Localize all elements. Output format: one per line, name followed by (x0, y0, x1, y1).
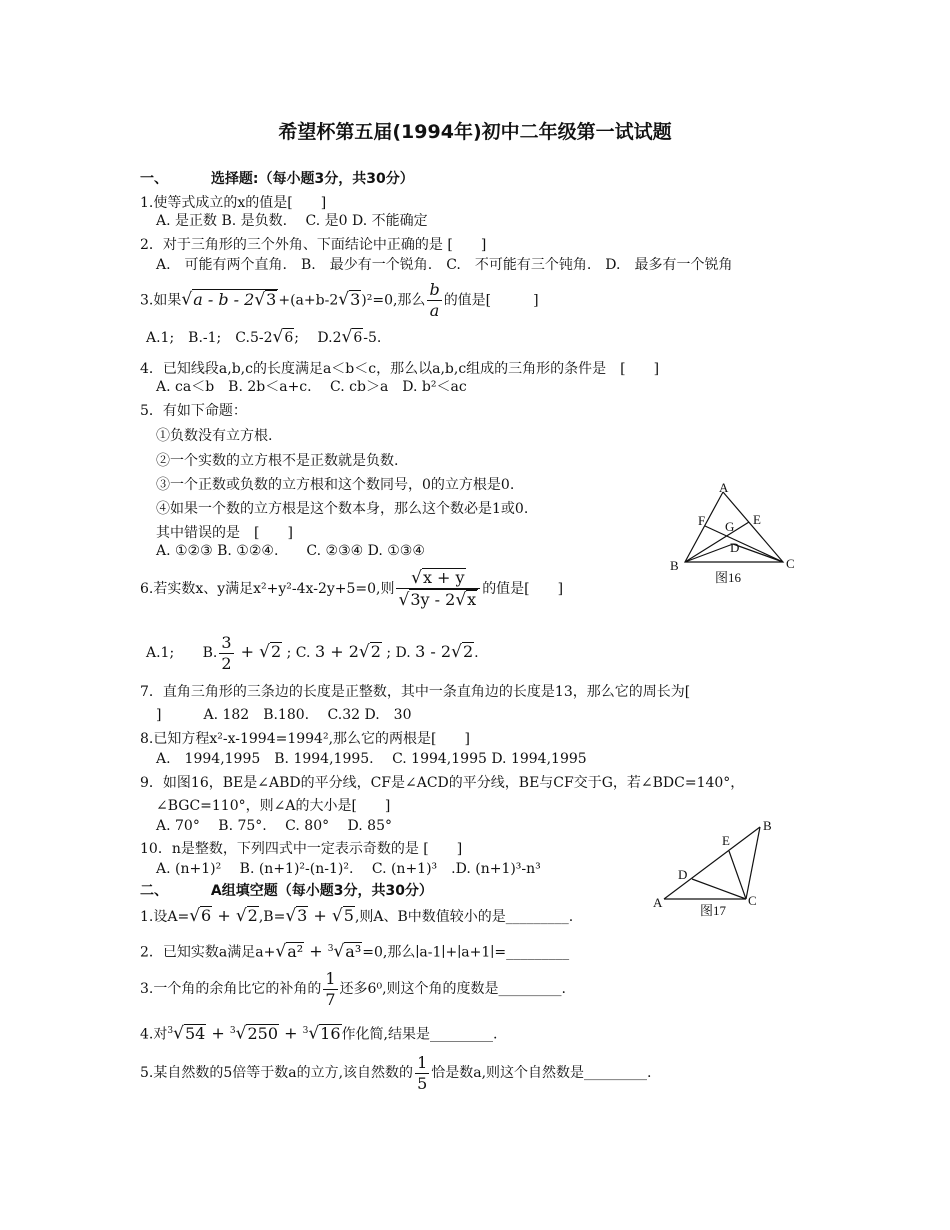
q6-fraction (396, 568, 480, 610)
f4-r2: 250 (247, 1023, 278, 1043)
f2-stem (140, 938, 569, 964)
sqrt-sign: √ (341, 327, 353, 347)
q7-options: ] A. 182 B.180. C.32 D. 30 (156, 707, 412, 723)
q3-end: 的值是[ ] (443, 292, 539, 309)
fig17-label-d: D (678, 867, 688, 882)
sqrt-sign: √ (259, 642, 270, 662)
f3-end: 还多6⁰,则这个角的度数是_________. (339, 981, 566, 997)
q6-stem (140, 566, 563, 612)
q6-num-radicand: x + y (422, 568, 465, 587)
f2-r2: a³ (345, 941, 362, 961)
q6-options: A.1; B. $\frac{3}{2}$ + √2 ; C. 3 + 2√2 ; D. 3 - 2√2. (146, 632, 479, 673)
fig17-label-c: C (748, 893, 757, 908)
q3-opt-d-radicand: 6 (353, 330, 363, 346)
sqrt-sign: √ (254, 289, 266, 310)
f4-pre: 4.对 (140, 1026, 168, 1043)
figure-17 (650, 815, 785, 920)
q10-options: A. (n+1)² B. (n+1)²-(n-1)². C. (n+1)³ .D. (n+1)³-n³ (156, 861, 541, 877)
sqrt-sign: √ (455, 590, 467, 610)
fig17-line-dc (692, 879, 746, 899)
q8-options: A. 1994,1995 B. 1994,1995. C. 1994,1995 D. 1994,1995 (156, 751, 587, 767)
q6-den-pre: 3y - 2 (410, 590, 456, 609)
q2-options: A. 可能有两个直角. B. 最少有一个锐角. C. 不可能有三个钝角. D. 最多有一个锐角 (156, 257, 733, 273)
q3-options (146, 328, 381, 347)
f1-r3: 3 (297, 906, 308, 925)
section2-number: 二、 (140, 883, 168, 899)
q5-ask: 其中错误的是 [ ] (156, 525, 293, 541)
f5-fraction (415, 1053, 429, 1094)
f1-r1: 6 (201, 906, 212, 925)
q4-options: A. ca＜b B. 2b＜a+c. C. cb＞a D. b²＜ac (156, 379, 467, 395)
q6-opt-d-label: ; D. (386, 645, 411, 661)
q6-opt-d-radicand: 2 (462, 642, 474, 661)
q3-radicand2: 3 (350, 289, 361, 309)
q6-opt-b-fraction (219, 633, 233, 674)
q6-prefix: 6.若实数x、y满足x²+y²-4x-2y+5=0,则 (140, 581, 395, 597)
q6-denominator (396, 589, 480, 610)
f5-pre: 5.某自然数的5倍等于数a的立方,该自然数的 (140, 1065, 414, 1081)
f3-pre: 3.一个角的余角比它的补角的 (140, 981, 322, 997)
section1-number: 一、 (140, 171, 168, 187)
sqrt-sign: √ (173, 1023, 184, 1044)
sqrt-sign: √ (235, 1023, 247, 1044)
fig16-label-b: B (670, 558, 679, 573)
sqrt-sign: √ (451, 642, 462, 662)
q2-stem: 2．对于三角形的三个外角、下面结论中正确的是 [ ] (140, 237, 487, 253)
fig17-label-a: A (653, 895, 663, 910)
fig17-label-e: E (722, 833, 730, 848)
fig16-label-g: G (725, 519, 735, 534)
q6-den-radicand (409, 589, 478, 609)
f2-end: =0,那么∣a-1∣+∣a+1∣=_________ (362, 944, 570, 961)
q5-prop3: ③一个正数或负数的立方根和这个数同号，0的立方根是0. (156, 477, 515, 493)
f1-end: ,则A、B中数值较小的是_________. (354, 909, 574, 925)
f1-plus1: + (212, 906, 236, 925)
sqrt-sign: √ (331, 906, 343, 926)
q6-opt-b-plus: + (235, 642, 260, 661)
q3-opt-d-post: -5. (363, 330, 382, 346)
fig16-caption: 图16 (715, 570, 742, 585)
fig16-label-a: A (719, 482, 729, 495)
q4-stem: 4．已知线段a,b,c的长度满足a＜b＜c，那么以a,b,c组成的三角形的条件是 [ ] (140, 361, 660, 377)
frac-num: 1 (417, 1052, 428, 1072)
frac-num: 1 (325, 968, 336, 988)
f1-stem (140, 905, 573, 928)
q3-opt-d-pre: ; D.2 (294, 330, 342, 346)
q8-stem: 8.已知方程x²-x-1994=1994²,那么它的两根是[ ] (140, 731, 470, 747)
sqrt-sign: √ (398, 590, 410, 610)
section2-heading (140, 882, 433, 900)
q3-mid: +(a+b-2 (278, 292, 339, 309)
fig16-label-f: F (698, 513, 706, 528)
f4-r3: 16 (320, 1023, 341, 1043)
f4-index2: 3 (229, 1026, 236, 1036)
q6-den-inner: x (467, 590, 477, 609)
frac-den: 2 (221, 653, 232, 673)
f4-index1: 3 (167, 1026, 174, 1036)
sqrt-sign: √ (358, 642, 370, 662)
q3-minus-b: - b - 2 (202, 289, 255, 309)
q7-stem: 7．直角三角形的三条边的长度是正整数，其中一条直角边的长度是13，那么它的周长为[ (140, 684, 691, 700)
fig17-line-ec (729, 851, 746, 899)
frac-den: 7 (325, 989, 336, 1009)
f2-pre: 2．已知实数a满足a+ (140, 944, 276, 961)
q9-stem: 9．如图16，BE是∠ABD的平分线，CF是∠ACD的平分线，BE与CF交于G，若∠BDC=140°， (140, 775, 745, 791)
fig16-label-d: D (730, 540, 740, 555)
q5-prop4: ④如果一个数的立方根是这个数本身，那么这个数必是1或0. (156, 501, 529, 517)
frac-num: 3 (221, 632, 232, 652)
q3-tail: )²=0,那么 (361, 292, 426, 309)
fig16-label-e: E (753, 512, 761, 527)
q3-opt-c-radicand: 6 (284, 330, 294, 346)
q6-end: 的值是[ ] (482, 581, 564, 597)
q3-var-a: a (193, 289, 203, 309)
q9-stem-line2: ∠BGC=110°，则∠A的大小是[ ] (156, 798, 391, 814)
f3-fraction (323, 969, 337, 1010)
f2-r1: a² (287, 941, 304, 961)
sqrt-sign: √ (181, 289, 193, 310)
q1-options: A. 是正数 B. 是负数. C. 是0 D. 不能确定 (156, 213, 428, 229)
q6-opt-c-label: ; C. (286, 645, 311, 661)
f4-index3: 3 (302, 1026, 309, 1036)
q10-stem: 10．n是整数，下列四式中一定表示奇数的是 [ ] (140, 841, 463, 857)
q3-prefix: 3.如果 (140, 292, 182, 309)
q6-numerator (396, 568, 480, 589)
q6-opt-b-radicand: 2 (271, 642, 282, 661)
q3-options-ab: A.1; B.-1; C.5-2 (146, 330, 273, 346)
f5-stem (140, 1050, 652, 1096)
section1-label: 选择题:（每小题3分，共30分） (210, 171, 414, 187)
q6-opt-a: A.1; (146, 645, 175, 661)
f5-end: 恰是数a,则这个自然数是_________. (431, 1065, 652, 1081)
f1-pre: 1.设A= (140, 909, 190, 925)
fig17-line-bc (746, 827, 760, 899)
f4-end: 作化简,结果是_________. (341, 1026, 498, 1043)
f4-stem (140, 1020, 497, 1046)
sqrt-sign: √ (189, 906, 201, 926)
q3-inner-radicand: 3 (266, 289, 277, 309)
frac-num: b (429, 280, 440, 299)
figure-16 (665, 482, 800, 587)
section1-heading (140, 170, 414, 188)
fig17-line-ab (664, 827, 760, 899)
sqrt-sign: √ (411, 568, 422, 588)
f2-plus: + (304, 941, 328, 961)
q1-stem: 1.使等式成立的x的值是[ ] (140, 195, 327, 211)
f1-r2: 2 (247, 906, 258, 925)
sqrt-sign: √ (338, 289, 350, 310)
page-title: 希望杯第五届(1994年)初中二年级第一试试题 (278, 121, 672, 143)
f4-plus1: + (206, 1023, 230, 1043)
frac-den: 5 (417, 1073, 428, 1093)
q3-stem (140, 280, 539, 321)
sqrt-sign: √ (235, 906, 247, 926)
f2-root-index: 3 (327, 944, 334, 954)
sqrt-sign: √ (308, 1023, 320, 1044)
fig17-caption: 图17 (700, 903, 727, 918)
sqrt-sign: √ (275, 941, 287, 962)
q5-prop1: ①负数没有立方根. (156, 428, 273, 444)
frac-den: a (429, 301, 440, 320)
sqrt-sign: √ (272, 327, 284, 347)
sqrt-sign: √ (285, 906, 297, 926)
q3-fraction (427, 280, 441, 321)
f4-plus2: + (279, 1023, 303, 1043)
fig17-label-b: B (763, 818, 772, 833)
f3-stem (140, 966, 566, 1012)
q5-options: A. ①②③ B. ①②④. C. ②③④ D. ①③④ (156, 543, 425, 559)
f1-r4: 5 (343, 906, 354, 925)
q5-stem: 5．有如下命题： (140, 403, 247, 419)
section2-label: A组填空题（每小题3分，共30分） (210, 883, 433, 899)
sqrt-sign: √ (333, 941, 345, 962)
fig16-label-c: C (786, 556, 795, 571)
q9-options: A. 70° B. 75°. C. 80° D. 85° (156, 818, 392, 834)
fig16-line-cf (705, 526, 783, 562)
q6-opt-c-value: 3 + 2 (314, 642, 359, 661)
q5-prop2: ②一个实数的立方根不是正数就是负数. (156, 453, 399, 469)
f4-r1: 54 (184, 1023, 206, 1043)
q6-opt-c-radicand: 2 (370, 642, 381, 661)
q6-opt-d-value: 3 - 2 (415, 642, 452, 661)
f1-mid: ,B= (258, 909, 286, 925)
q6-opt-b-label: B. (202, 645, 218, 661)
f1-plus2: + (308, 906, 332, 925)
q3-radicand (192, 289, 278, 309)
